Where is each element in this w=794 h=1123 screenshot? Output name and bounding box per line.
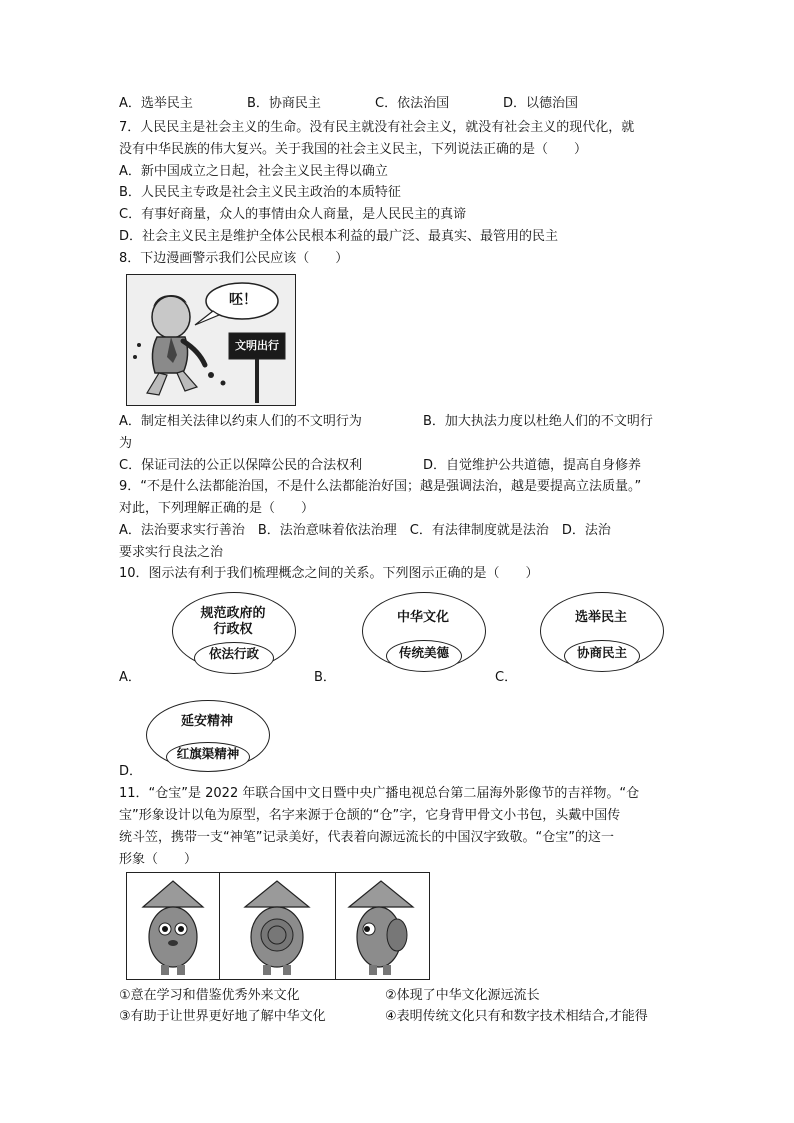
q9-stem-line2: 对此，下列理解正确的是（ ） bbox=[119, 501, 315, 516]
q11-stem-line2: 宝”形象设计以龟为原型，名字来源于仓颉的“仓”字，它身背甲骨文小书包，头戴中国传 bbox=[119, 808, 621, 823]
q8-option-d: D．自觉维护公共道德，提高自身修养 bbox=[423, 458, 642, 473]
diagram-c-letter: C． bbox=[495, 670, 518, 685]
diagram-c-outer-label: 选举民主 bbox=[574, 610, 627, 625]
q9-stem-line1: 9．“不是什么法都能治国，不是什么法都能治好国；越是强调法治，越是要提高立法质量。” bbox=[119, 479, 642, 494]
diagram-b-outer-label: 中华文化 bbox=[396, 610, 449, 625]
diagram-b bbox=[362, 592, 486, 672]
q11-stem-line1: 11．“仓宝”是 2022 年联合国中文日暨中央广播电视总台第二届海外影像节的吉祥物。“仓 bbox=[119, 786, 640, 801]
q8-option-b: B．加大执法力度以杜绝人们的不文明行 bbox=[423, 414, 653, 429]
mascot-side-view bbox=[335, 873, 427, 979]
q11-stem-line3: 统斗笠，携带一支“神笔”记录美好，代表着向源远流长的中国汉字致敬。“仓宝”的这一 bbox=[119, 830, 614, 845]
q11-mascot-image bbox=[126, 872, 430, 980]
diagram-a bbox=[172, 592, 296, 672]
diagram-a-letter: A． bbox=[119, 670, 141, 685]
q8-cartoon-image bbox=[126, 274, 296, 406]
diagram-b-inner-label: 传统美德 bbox=[386, 640, 462, 672]
q10-stem: 10．图示法有利于我们梳理概念之间的关系。下列图示正确的是（ ） bbox=[119, 566, 539, 581]
q8-option-b-cont: 为 bbox=[119, 436, 133, 451]
cartoon-sign-text: 文明出行 bbox=[235, 339, 279, 352]
mascot-side-illustration bbox=[335, 873, 427, 979]
q11-choice-4: ④表明传统文化只有和数字技术相结合,才能得 bbox=[385, 1009, 648, 1024]
diagram-d-inner-label: 红旗渠精神 bbox=[166, 742, 250, 772]
q11-choice-2: ②体现了中华文化源远流长 bbox=[385, 988, 540, 1003]
q7-option-d: D．社会主义民主是维护全体公民根本利益的最广泛、最真实、最管用的民主 bbox=[119, 229, 559, 244]
mascot-back-illustration bbox=[219, 873, 335, 979]
diagram-c bbox=[540, 592, 664, 672]
diagram-d-outer-label: 延安精神 bbox=[180, 714, 233, 729]
mascot-front-view bbox=[127, 873, 220, 979]
q7-option-a: A．新中国成立之日起，社会主义民主得以确立 bbox=[119, 164, 388, 179]
mascot-back-view bbox=[219, 873, 336, 979]
diagram-d-letter: D． bbox=[119, 764, 143, 779]
q9-options-line1: A．法治要求实行善治 B．法治意味着依法治理 C．有法律制度就是法治 D．法治 bbox=[119, 523, 611, 538]
q8-stem: 8．下边漫画警示我们公民应该（ ） bbox=[119, 251, 349, 266]
diagram-c-inner-label: 协商民主 bbox=[564, 640, 640, 672]
q7-stem-line1: 7．人民民主是社会主义的生命。没有民主就没有社会主义，就没有社会主义的现代化，就 bbox=[119, 120, 635, 135]
q8-option-a: A．制定相关法律以约束人们的不文明行为 bbox=[119, 414, 362, 429]
q6-option-d: D．以德治国 bbox=[503, 96, 579, 111]
q8-option-c: C．保证司法的公正以保障公民的合法权利 bbox=[119, 458, 363, 473]
diagram-b-letter: B． bbox=[314, 670, 336, 685]
q11-choice-1: ①意在学习和借鉴优秀外来文化 bbox=[119, 988, 300, 1003]
diagram-a-outer-label: 规范政府的 行政权 bbox=[200, 606, 266, 637]
diagram-a-inner-label: 依法行政 bbox=[194, 642, 274, 674]
q6-option-c: C．依法治国 bbox=[375, 96, 450, 111]
q7-stem-line2: 没有中华民族的伟大复兴。关于我国的社会主义民主，下列说法正确的是（ ） bbox=[119, 142, 588, 157]
q6-option-a: A．选举民主 bbox=[119, 96, 193, 111]
q11-choice-3: ③有助于让世界更好地了解中华文化 bbox=[119, 1009, 326, 1024]
diagram-d bbox=[146, 700, 270, 772]
q9-options-line2: 要求实行良法之治 bbox=[119, 545, 224, 560]
q7-option-b: B．人民民主专政是社会主义民主政治的本质特征 bbox=[119, 185, 401, 200]
q6-option-b: B．协商民主 bbox=[247, 96, 321, 111]
mascot-front-illustration bbox=[127, 873, 219, 979]
q6-options bbox=[119, 94, 578, 114]
q7-option-c: C．有事好商量，众人的事情由众人商量，是人民民主的真谛 bbox=[119, 207, 467, 222]
q11-stem-line4: 形象（ ） bbox=[119, 852, 198, 867]
cartoon-speech-text: 呸！ bbox=[229, 292, 257, 308]
